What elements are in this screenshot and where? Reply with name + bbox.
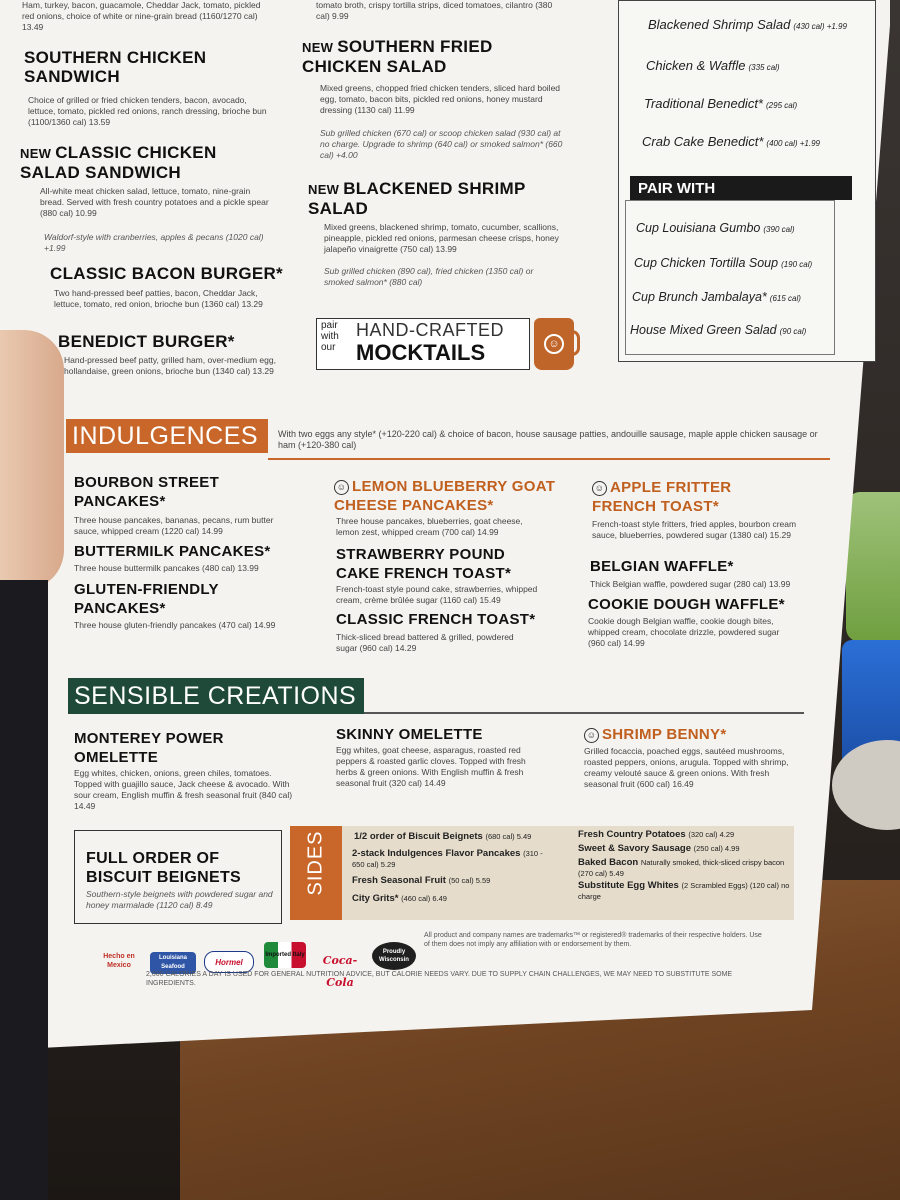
mocktails-pair-text: pair with our — [321, 320, 339, 353]
side-item: 2-stack Indulgences Flavor Pancakes (310 - 650 cal) 5.29 — [352, 848, 543, 869]
louisiana-seafood-logo: Louisiana Seafood — [150, 952, 196, 974]
menu-item-desc: All-white meat chicken salad, lettuce, tomato, nine-grain bread. Served with fresh country potatoes and a pickle spear (880 cal) 10.99 — [40, 186, 269, 218]
pair-item: Cup Brunch Jambalaya* (615 cal) — [632, 290, 801, 304]
menu-item-title: BOURBON STREET PANCAKES* — [74, 474, 220, 510]
menu-item-note: Waldorf-style with cranberries, apples & pecans (1020 cal) +1.99 — [44, 232, 264, 253]
indulgences-intro: With two eggs any style* (+120-220 cal) & choice of bacon, house sausage patties, andouille sausage, maple apple chicken sausage or ham (+120-380 cal) — [278, 429, 818, 450]
side-item: 1/2 order of Biscuit Beignets (680 cal) 5.49 — [354, 831, 532, 842]
menu-item-desc: French-toast style fritters, fried apples, bourbon cream sauce, blueberries, powdered sugar (1380 cal) 15.29 — [592, 519, 797, 540]
menu-item-title: ☺ SHRIMP BENNY* — [584, 725, 804, 744]
menu-item-desc: Three house buttermilk pancakes (480 cal) 13.99 — [74, 563, 259, 573]
hand — [0, 330, 64, 590]
indulgences-header: INDULGENCES — [66, 419, 268, 453]
menu-item-title: SOUTHERN CHICKEN SANDWICH — [24, 48, 207, 86]
chef-icon: ☺ — [584, 728, 599, 743]
menu-item-title: COOKIE DOUGH WAFFLE* — [588, 596, 785, 613]
menu-item-desc: Mixed greens, blackened shrimp, tomato, cucumber, scallions, pineapple, pickled red onions, parmesan cheese crisps, honey jalapeño vinaigrette (750 cal) 13.99 — [324, 222, 559, 254]
menu-item-title: SKINNY OMELETTE — [336, 726, 483, 743]
chef-icon: ☺ — [592, 481, 607, 496]
menu-item-desc: Thick Belgian waffle, powdered sugar (280 cal) 13.99 — [590, 579, 791, 589]
menu-item-desc: Grilled focaccia, poached eggs, sautéed mushrooms, roasted peppers, onions, arugula. Topped with shrimp, creamy velouté sauce & green onions. With fresh seasonal fruit (600 cal) 16.49 — [584, 746, 789, 789]
side-item: Sweet & Savory Sausage (250 cal) 4.99 — [578, 843, 740, 854]
green-drink-glass — [846, 492, 900, 642]
pair-with-header: PAIR WITH — [630, 176, 852, 200]
beignets-title: FULL ORDER OF BISCUIT BEIGNETS — [86, 850, 242, 886]
mug-handle-icon — [568, 330, 580, 356]
menu-item-desc: Choice of grilled or fried chicken tenders, bacon, avocado, lettuce, tomato, pickled red onions, ranch dressing, brioche bun (1100/1360 cal) 13.59 — [28, 95, 267, 127]
menu-item-title: CLASSIC FRENCH TOAST* — [336, 611, 536, 628]
menu-item-title: NEW BLACKENED SHRIMP SALAD — [308, 179, 526, 218]
side-item: Substitute Egg Whites (2 Scrambled Eggs) (120 cal) no charge — [578, 880, 790, 901]
upgrade-item: Crab Cake Benedict* (400 cal) +1.99 — [642, 134, 820, 149]
logo-icon: ☺ — [544, 334, 564, 354]
menu-item-title: NEW SOUTHERN FRIED CHICKEN SALAD — [302, 37, 493, 76]
sensible-creations-header: SENSIBLE CREATIONS — [68, 678, 364, 714]
menu-item-title: BUTTERMILK PANCAKES* — [74, 543, 271, 560]
hormel-logo: Hormel — [204, 951, 254, 973]
menu-item-desc: French-toast style pound cake, strawberries, whipped cream, crème brûlée sugar (1160 cal) 15.49 — [336, 584, 538, 605]
menu-item-title: BENEDICT BURGER* — [58, 332, 235, 351]
upgrade-item: Blackened Shrimp Salad (430 cal) +1.99 — [648, 17, 847, 32]
menu-item-desc: Thick-sliced bread battered & grilled, powdered sugar (960 cal) 14.29 — [336, 632, 514, 653]
menu-item-desc: Mixed greens, chopped fried chicken tenders, sliced hard boiled egg, tomato, bacon bits, pickled red onions, honey mustard dressing (1130 cal) 11.99 — [320, 83, 561, 115]
menu-item-desc: Hand-pressed beef patty, grilled ham, over-medium egg, hollandaise, green onions, brioche bun (1340 cal) 13.29 — [64, 355, 276, 376]
calorie-notice: 2,000 CALORIES A DAY IS USED FOR GENERAL NUTRITION ADVICE, BUT CALORIE NEEDS VARY. DUE TO SUPPLY CHAIN CHALLENGES, WE MAY NEED TO SUBSTITUTE SOME INGREDIENTS. — [146, 971, 733, 987]
side-item: Fresh Country Potatoes (320 cal) 4.29 — [578, 829, 735, 840]
menu-item-desc: Egg whites, chicken, onions, green chiles, tomatoes. Topped with guajillo sauce, Jack cheese & avocado. With sour cream, English muffin & fresh seasonal fruit (840 cal) 14.49 — [74, 768, 293, 811]
coca-cola-logo: Coca-Cola — [322, 954, 358, 989]
mocktails-handcrafted: HAND-CRAFTED — [356, 320, 504, 340]
menu-item-desc: Two hand-pressed beef patties, bacon, Cheddar Jack, lettuce, tomato, red onion, brioche bun (1360 cal) 13.29 — [54, 288, 263, 309]
menu-item-desc: Cookie dough Belgian waffle, cookie dough bites, whipped cream, chocolate drizzle, powdered sugar (960 cal) 14.99 — [588, 616, 780, 648]
cut-description: tomato broth, crispy tortilla strips, diced tomatoes, cilantro (380 cal) 9.99 — [316, 0, 553, 21]
side-item: Fresh Seasonal Fruit (50 cal) 5.59 — [352, 875, 491, 886]
side-item: Baked Bacon Naturally smoked, thick-sliced crispy bacon (270 cal) 5.49 — [578, 857, 785, 878]
chef-icon: ☺ — [334, 480, 349, 495]
trademark-notice: All product and company names are trademarks™ or registered® trademarks of their respective holders. Use of them does not imply any affiliation with or endorsement by them. — [424, 932, 762, 948]
divider — [268, 458, 830, 460]
upgrade-item: Chicken & Waffle (335 cal) — [646, 58, 780, 73]
menu-item-title: ☺ LEMON BLUEBERRY GOAT CHEESE PANCAKES* — [334, 478, 556, 514]
menu-item-note: Sub grilled chicken (890 cal), fried chicken (1350 cal) or smoked salmon* (880 cal) — [324, 266, 534, 287]
pair-item: Cup Chicken Tortilla Soup (190 cal) — [634, 256, 813, 270]
pair-item: House Mixed Green Salad (90 cal) — [630, 323, 807, 337]
hecho-en-mexico-logo: Hecho en Mexico — [96, 950, 142, 972]
proudly-wisconsin-logo: Proudly Wisconsin — [372, 942, 416, 970]
menu-item-title: STRAWBERRY POUND CAKE FRENCH TOAST* — [336, 546, 512, 582]
sides-label: SIDES — [304, 830, 327, 896]
sleeve — [0, 580, 48, 1200]
menu-item-title: MONTEREY POWER OMELETTE — [74, 730, 224, 766]
beignets-desc: Southern-style beignets with powdered sugar and honey marmalade (1120 cal) 8.49 — [86, 889, 273, 910]
side-item: City Grits* (460 cal) 6.49 — [352, 893, 447, 904]
mocktails-title: MOCKTAILS — [356, 340, 486, 365]
menu-item-title: ☺ APPLE FRITTER FRENCH TOAST* — [592, 479, 732, 515]
divider — [364, 712, 804, 714]
imported-italy-logo: Imported Italy — [264, 942, 306, 968]
menu-item-desc: Three house gluten-friendly pancakes (470 cal) 14.99 — [74, 620, 276, 630]
menu-item-note: Sub grilled chicken (670 cal) or scoop chicken salad (930 cal) at no charge. Upgrade to shrimp (640 cal) or smoked salmon* (660 cal) +4.00 — [320, 128, 563, 160]
menu-item-desc: Three house pancakes, bananas, pecans, rum butter sauce, whipped cream (1220 cal) 14.99 — [74, 515, 274, 536]
upgrade-item: Traditional Benedict* (295 cal) — [644, 96, 798, 111]
cut-description: Ham, turkey, bacon, guacamole, Cheddar Jack, tomato, pickled red onions, choice of white or nine-grain bread (1160/1270 cal) 13.49 — [22, 0, 261, 32]
menu-item-title: CLASSIC BACON BURGER* — [50, 264, 283, 283]
pair-item: Cup Louisiana Gumbo (390 cal) — [636, 221, 795, 235]
menu-item-title: GLUTEN-FRIENDLY PANCAKES* — [74, 581, 219, 617]
menu-item-title: NEW CLASSIC CHICKEN SALAD SANDWICH — [20, 143, 217, 182]
menu-item-desc: Egg whites, goat cheese, asparagus, roasted red peppers & roasted garlic cloves. Topped with fresh herbs & green onions. With English muffin & fresh seasonal fruit (320 cal) 14.49 — [336, 745, 526, 788]
menu-item-title: BELGIAN WAFFLE* — [590, 558, 734, 575]
menu-item-desc: Three house pancakes, blueberries, goat cheese, lemon zest, whipped cream (700 cal) 14.99 — [336, 516, 523, 537]
